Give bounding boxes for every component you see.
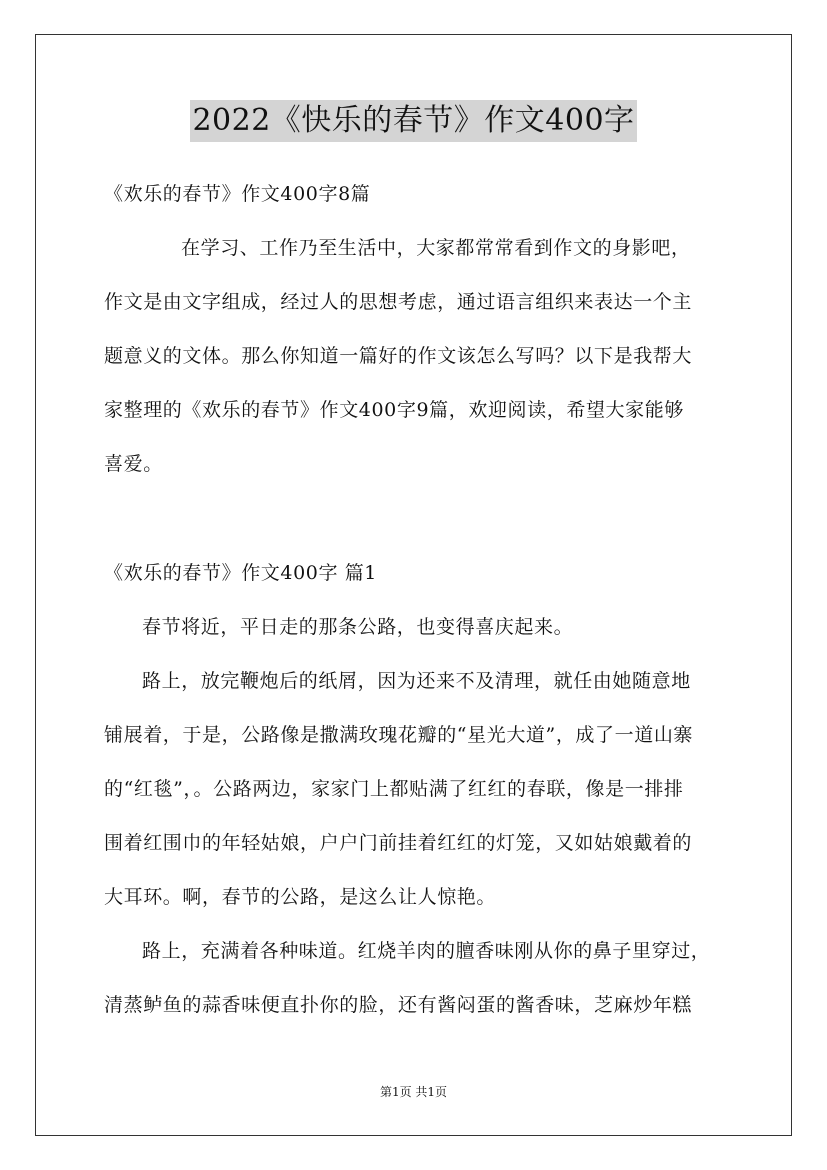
title-container: [0, 100, 827, 142]
intro-line: 在学习、工作乃至生活中，大家都常常看到作文的身影吧，: [181, 237, 691, 259]
body-line: 的“红毯”，。公路两边，家家门上都贴满了红红的春联，像是一排排: [104, 778, 684, 800]
document-title: 2022《快乐的春节》作文400字: [190, 100, 636, 142]
section-heading: 《欢乐的春节》作文400字 篇1: [104, 562, 377, 584]
intro-line: 题意义的文体。那么你知道一篇好的作文该怎么写吗？以下是我帮大: [104, 345, 693, 367]
body-line: 清蒸鲈鱼的蒜香味便直扑你的脸，还有酱闷蛋的酱香味，芝麻炒年糕: [104, 994, 693, 1016]
document-subtitle: 《欢乐的春节》作文400字8篇: [104, 183, 371, 205]
intro-line: 家整理的《欢乐的春节》作文400字9篇，欢迎阅读，希望大家能够: [104, 399, 684, 421]
body-line: 铺展着，于是，公路像是撒满玫瑰花瓣的“星光大道”，成了一道山寨: [104, 724, 694, 746]
body-line: 路上，放完鞭炮后的纸屑，因为还来不及清理，就任由她随意地: [142, 670, 691, 692]
page-footer: 第1页 共1页: [379, 1085, 448, 1099]
body-line: 围着红围巾的年轻姑娘，户户门前挂着红红的灯笼，又如姑娘戴着的: [104, 832, 693, 854]
intro-line: 喜爱。: [104, 453, 163, 475]
body-line: 路上，充满着各种味道。红烧羊肉的膻香味刚从你的鼻子里穿过，: [142, 940, 711, 962]
body-line: 春节将近，平日走的那条公路，也变得喜庆起来。: [142, 616, 574, 638]
intro-line: 作文是由文字组成，经过人的思想考虑，通过语言组织来表达一个主: [104, 291, 693, 313]
body-line: 大耳环。啊，春节的公路，是这么让人惊艳。: [104, 886, 497, 908]
